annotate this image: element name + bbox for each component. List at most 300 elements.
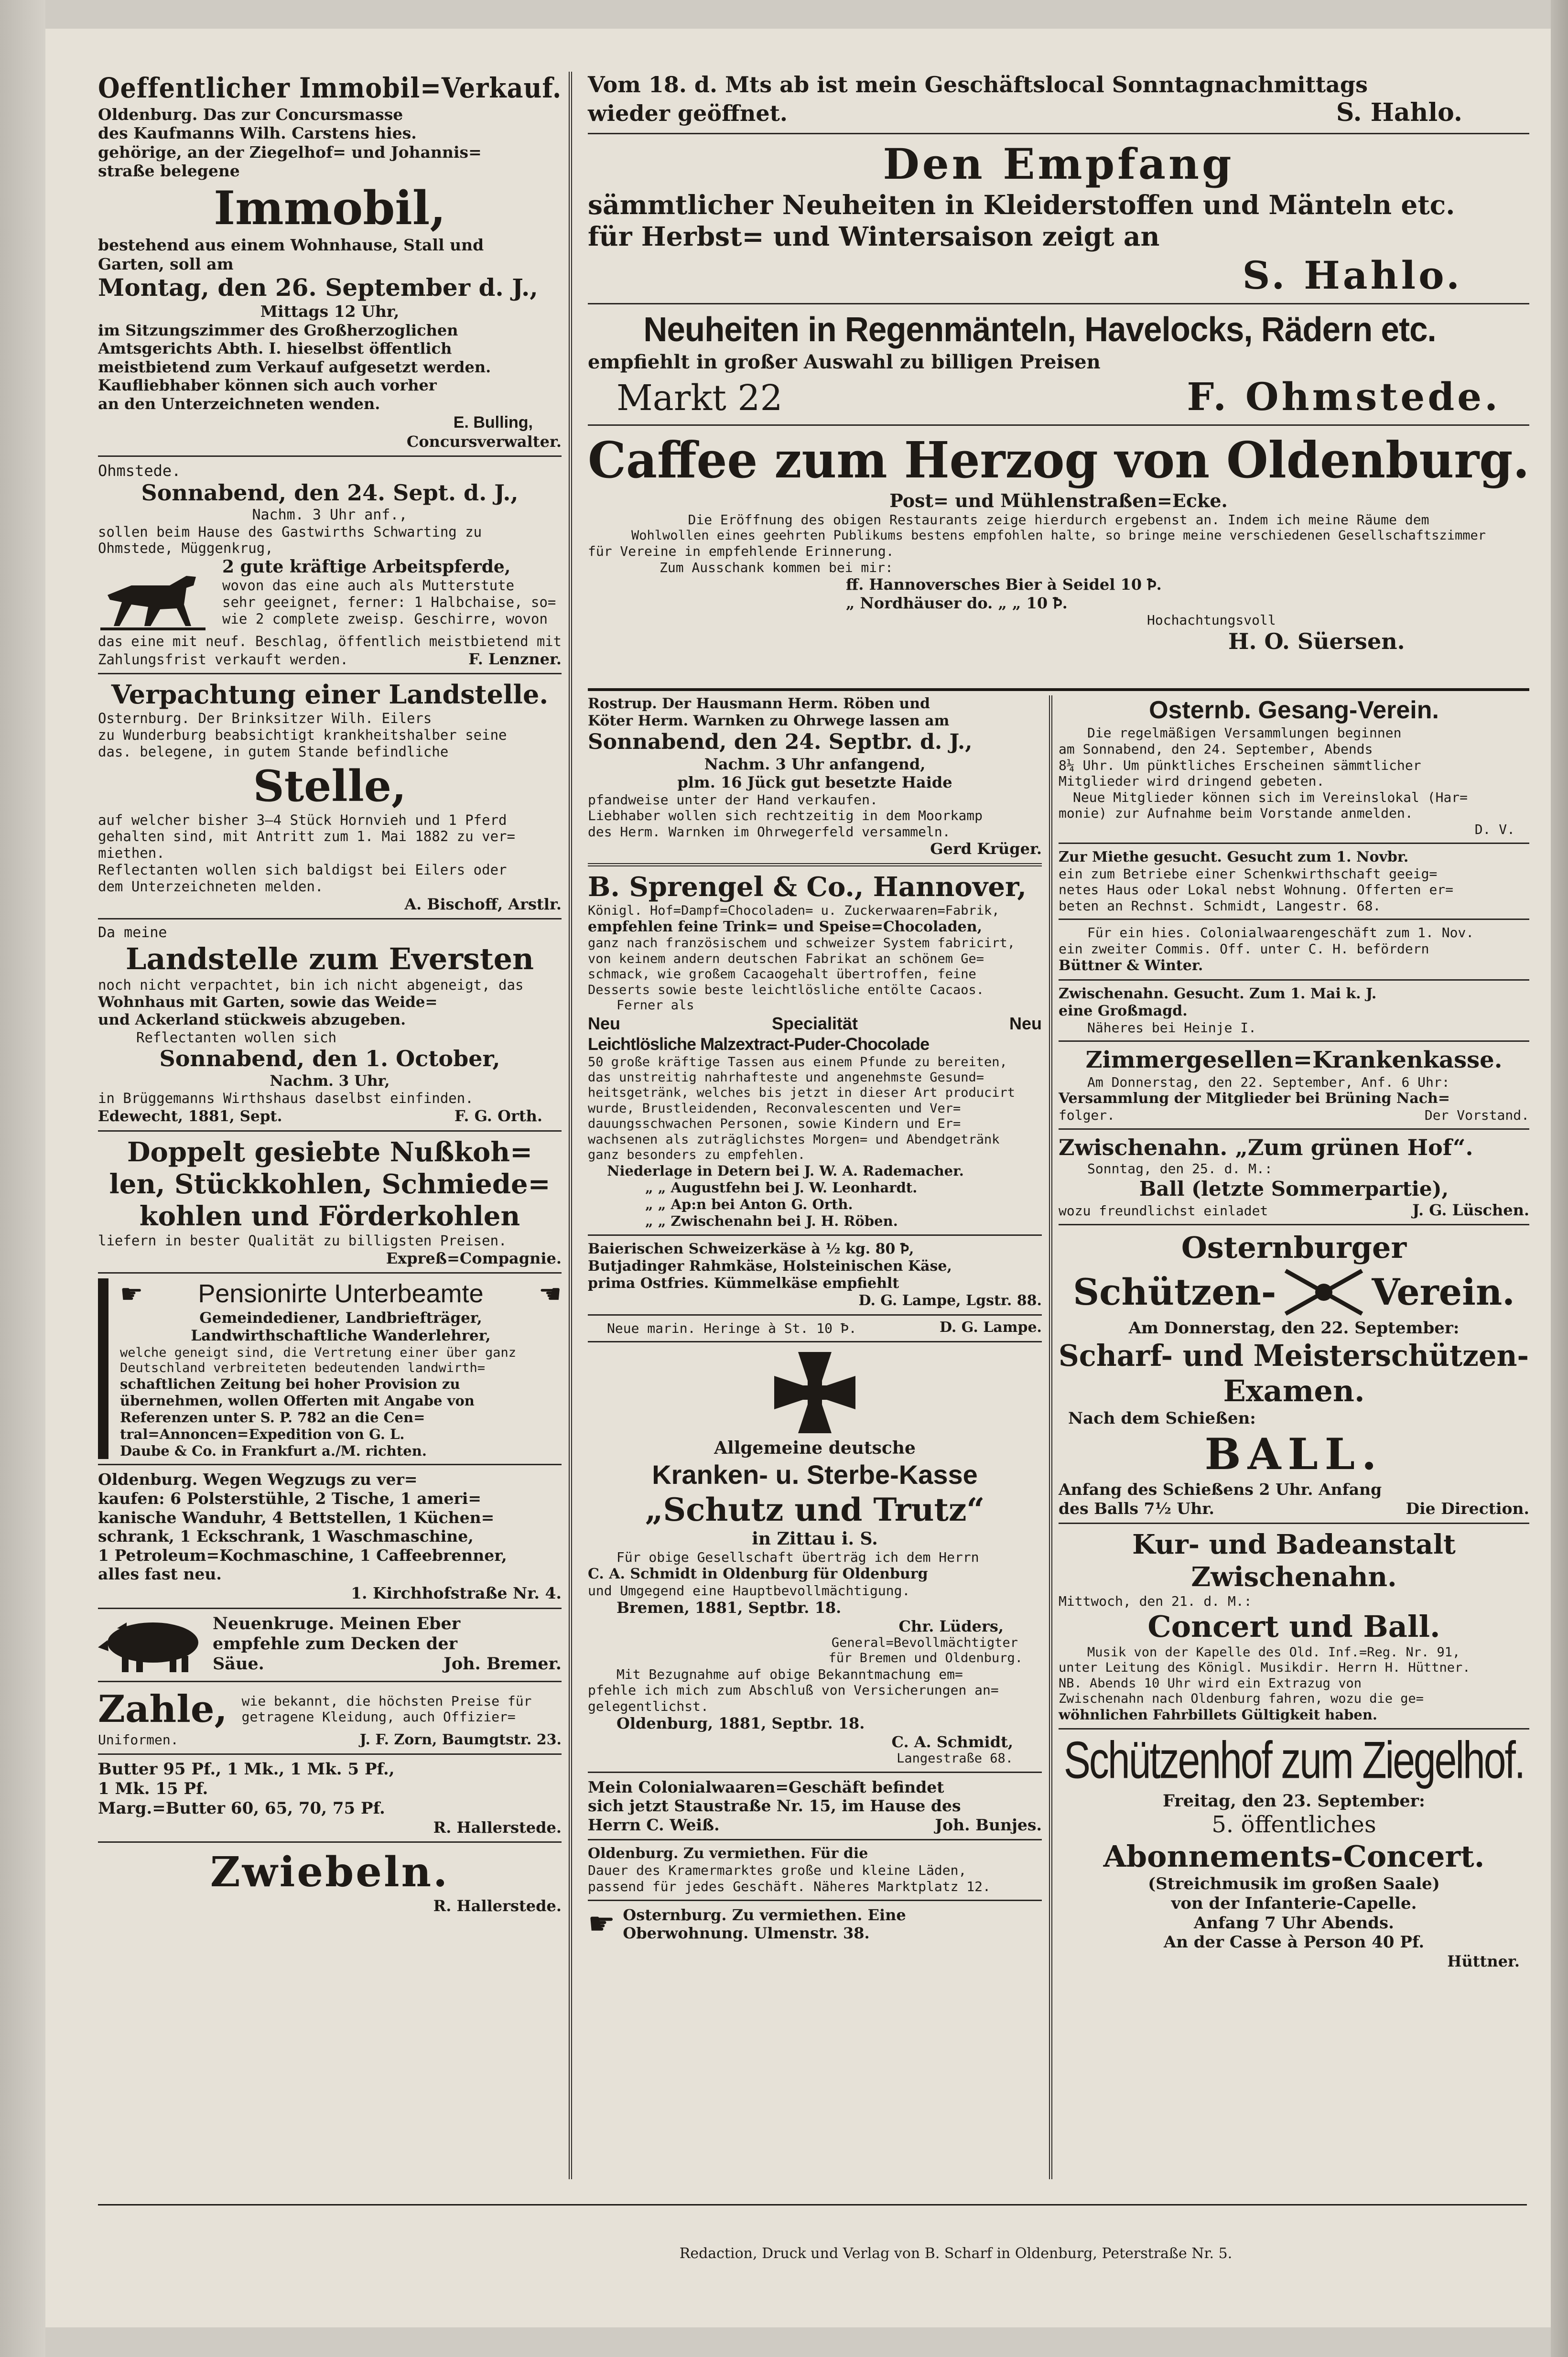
ad-line: unter Leitung des Königl. Musikdir. Herrn H. Hüttner.: [1059, 1660, 1471, 1676]
ad-line: Neue marin. Heringe à St. 10 Ꝥ.: [607, 1320, 857, 1336]
ad-line: General=Bevollmächtigter: [831, 1635, 1018, 1650]
ad-line: „ „ Zwischenahn bei J. H. Röben.: [645, 1212, 898, 1229]
ad-title: B. Sprengel & Co., Hannover,: [588, 871, 1027, 903]
ad-line: Sonntag, den 25. d. M.:: [1087, 1161, 1273, 1177]
ad-commis: [1059, 925, 1529, 974]
ad-line: Liebhaber wollen sich rechtzeitig in dem Moorkamp: [588, 808, 983, 824]
ad-signature: Hüttner.: [1447, 1952, 1520, 1971]
ad-line: monie) zur Aufnahme beim Vorstande anmelden.: [1059, 805, 1413, 822]
ad-line: Versammlung der Mitglieder bei Brüning Nach=: [1059, 1090, 1450, 1107]
ad-signature: Gerd Krüger.: [930, 840, 1042, 858]
ad-headline: BALL.: [1204, 1429, 1384, 1480]
ad-title: Schützenhof zum Ziegelhof.: [1063, 1730, 1525, 1790]
ad-line: Hochachtungsvoll: [1147, 612, 1276, 628]
ad-line: Nachm. 3 Uhr anf.,: [252, 506, 408, 523]
ad-schuetzenhof: [1059, 1730, 1529, 1971]
ad-line: Nachm. 3 Uhr anfangend,: [704, 755, 926, 773]
ad-divider: [588, 1234, 1042, 1236]
column-right-top: [588, 72, 1529, 655]
column-left: [98, 72, 562, 2180]
ad-line: Marg.=Butter 60, 65, 70, 75 Pf.: [98, 1798, 385, 1818]
ad-line: schrank, 1 Eckschrank, 1 Waschmaschine,: [98, 1527, 474, 1546]
ad-divider: [1059, 1128, 1529, 1130]
ad-butter: [98, 1760, 562, 1837]
ad-line: wozu freundlichst einladet: [1059, 1203, 1268, 1219]
ad-line: Anfang des Schießens 2 Uhr. Anfang: [1059, 1480, 1382, 1499]
ad-line: Wohnhaus mit Garten, sowie das Weide=: [98, 994, 438, 1011]
ad-headline: 2 gute kräftige Arbeitspferde,: [222, 557, 511, 577]
ad-line: folger.: [1059, 1107, 1115, 1124]
ad-line: kanische Wanduhr, 4 Bettstellen, 1 Küchen=: [98, 1508, 495, 1527]
ad-line: Desserts sowie beste leichtlösliche entölte Cacaos.: [588, 982, 984, 997]
ad-line: ein zum Betriebe einer Schenkwirthschaft geeig=: [1059, 865, 1438, 882]
ad-line: noch nicht verpachtet, bin ich nicht abgeneigt, das: [98, 977, 524, 994]
pointing-hand-icon: ☛: [588, 1906, 616, 1942]
ad-line: Langestraße 68.: [897, 1751, 1013, 1766]
ad-line: Neue Mitglieder können sich im Vereinslokal (Har=: [1073, 789, 1468, 805]
ad-line: in Zittau i. S.: [752, 1528, 878, 1549]
ad-line: C. A. Schmidt in Oldenburg für Oldenburg: [588, 1565, 928, 1582]
ad-signature: Die Direction.: [1406, 1499, 1529, 1518]
ad-line: Garten, soll am: [98, 254, 234, 273]
ad-headline: Examen.: [1223, 1373, 1365, 1409]
ad-line: übernehmen, wollen Offerten mit Angabe von: [120, 1393, 475, 1409]
ad-arbeitspferde: [98, 462, 562, 668]
ad-divider: [98, 1753, 562, 1755]
ad-line: plm. 16 Jück gut besetzte Haide: [677, 773, 952, 792]
ad-signature: Der Vorstand.: [1424, 1107, 1529, 1124]
ad-line: 8¼ Uhr. Um pünktliches Erscheinen sämmtlicher: [1059, 757, 1421, 773]
ad-headline: Doppelt gesiebte Nußkoh=: [127, 1136, 533, 1168]
ad-line: wie bekannt, die höchsten Preise für: [241, 1693, 532, 1709]
ad-signature: D. G. Lampe, Lgstr. 88.: [858, 1292, 1042, 1309]
ad-signature: 1. Kirchhofstraße Nr. 4.: [351, 1583, 562, 1602]
ad-title: Zimmergesellen=Krankenkasse.: [1085, 1047, 1503, 1074]
ad-line: Herrn C. Weiß.: [588, 1815, 720, 1834]
ad-line: auf welcher bisher 3—4 Stück Hornvieh und 1 Pferd: [98, 811, 507, 828]
ad-signature: Joh. Bremer.: [443, 1654, 562, 1674]
ad-line: Da meine: [98, 924, 167, 941]
ad-title: Osternb. Gesang-Verein.: [1149, 696, 1439, 724]
ad-gesangverein: [1059, 695, 1529, 838]
ad-line: von keinem andern deutschen Fabrikat an schönem Ge=: [588, 951, 984, 966]
ad-line: Daube & Co. in Frankfurt a./M. richten.: [120, 1442, 427, 1459]
ad-wegzug: [98, 1470, 562, 1602]
ad-line: Köter Herm. Warnken zu Ohrwege lassen am: [588, 713, 950, 729]
ad-line: Specialität: [771, 1014, 858, 1034]
ad-line: tral=Annoncen=Expedition von G. L.: [120, 1426, 405, 1442]
ad-line: Die Eröffnung des obigen Restaurants zeige hierdurch ergebenst an. Indem ich meine Räume dem: [688, 511, 1429, 528]
ad-line: Niederlage in Detern bei J. W. A. Rademacher.: [607, 1163, 964, 1179]
ad-line: welche geneigt sind, die Vertretung einer über ganz: [120, 1345, 517, 1360]
ad-line: netes Haus oder Lokal nebst Wohnung. Offerten er=: [1059, 882, 1454, 898]
ad-line: meistbietend zum Verkauf aufgesetzt werden.: [98, 357, 491, 376]
ad-signature: C. A. Schmidt,: [891, 1732, 1013, 1751]
ad-laeden: [588, 1845, 1042, 1894]
ad-date: Sonnabend, den 24. Sept. d. J.,: [141, 480, 519, 506]
ad-signature: J. G. Lüschen.: [1412, 1201, 1529, 1220]
ad-lampe-heringe: [588, 1320, 1042, 1337]
ad-place: Edewecht, 1881, Sept.: [98, 1107, 282, 1125]
ad-line: das. belegene, in gutem Stande befindliche: [98, 743, 449, 760]
ad-eber: [98, 1614, 562, 1676]
ad-signature: A. Bischoff, Arstlr.: [404, 895, 562, 913]
ad-line: straße belegene: [98, 162, 240, 181]
ad-line: ganz besonders zu empfehlen.: [588, 1147, 806, 1162]
imprint-footer: Redaction, Druck und Verlag von B. Scharf in Oldenburg, Peterstraße Nr. 5.: [679, 2245, 1233, 2262]
ad-line: 50 große kräftige Tassen aus einem Pfunde zu bereiten,: [588, 1054, 1007, 1070]
ad-signature: Expreß=Compagnie.: [386, 1249, 562, 1268]
footer-rule: [98, 2204, 1527, 2206]
ad-line: Butjadinger Rahmkäse, Holsteinischen Käse,: [588, 1257, 952, 1275]
ad-line: eine Großmagd.: [1059, 1002, 1188, 1019]
ad-line: ganz nach französischem und schweizer System fabricirt,: [588, 936, 1016, 951]
ad-line: im Sitzungszimmer des Großherzoglichen: [98, 321, 458, 339]
ad-signature: F. Ohmstede.: [1187, 374, 1501, 419]
ad-line: Mittwoch, den 21. d. M.:: [1059, 1593, 1252, 1609]
ad-headline: Zahle,: [98, 1687, 227, 1731]
ad-headline: Immobil,: [214, 181, 446, 235]
boar-icon: [98, 1614, 213, 1676]
ad-line: wöhnlichen Fahrbillets Gültigkeit haben.: [1059, 1707, 1378, 1723]
ad-line: Königl. Hof=Dampf=Chocoladen= u. Zuckerwaaren=Fabrik,: [588, 903, 1000, 918]
ad-headline: „Schutz und Trutz“: [645, 1491, 985, 1528]
ad-divider: [98, 1681, 562, 1682]
ad-headline: Ball (letzte Sommerpartie),: [1139, 1177, 1449, 1200]
ad-signature: S. Hahlo.: [1242, 253, 1462, 298]
ad-line: Oberwohnung. Ulmenstr. 38.: [623, 1924, 870, 1942]
ad-line: 1 Mk. 15 Pf.: [98, 1779, 208, 1798]
ad-title: Landstelle zum Eversten: [125, 941, 534, 976]
ad-signature: D. V.: [1474, 821, 1515, 837]
ad-line: Nach dem Schießen:: [1068, 1409, 1256, 1428]
ad-line: heitsgetränk, welches bis jetzt in dieser Art producirt: [588, 1085, 1016, 1101]
ad-line: Dauer des Kramermarktes große und kleine Läden,: [588, 1862, 967, 1879]
ad-line: Butter 95 Pf., 1 Mk., 1 Mk. 5 Pf.,: [98, 1760, 395, 1779]
ad-signature: Joh. Bunjes.: [935, 1815, 1042, 1834]
ad-line: an den Unterzeichneten wenden.: [98, 394, 380, 413]
ad-line: liefern in bester Qualität zu billigsten Preisen.: [98, 1233, 507, 1249]
ad-bunjes: [588, 1778, 1042, 1835]
ad-signature: F. Lenzner.: [468, 650, 562, 669]
ad-line: Zwischenahn nach Oldenburg fahren, wozu die ge=: [1059, 1691, 1424, 1706]
ad-headline: Concert und Ball.: [1147, 1609, 1440, 1644]
ad-divider: [588, 1772, 1042, 1773]
ad-place: Oldenburg, 1881, Septbr. 18.: [616, 1714, 865, 1733]
ad-divider: [98, 918, 562, 919]
ad-line: sämmtlicher Neuheiten in Kleiderstoffen und Mänteln etc.: [588, 189, 1455, 221]
ad-line: schmack, wie großem Cacaogehalt übertroffen, feine: [588, 967, 976, 982]
column-rule: [569, 72, 572, 2179]
ad-line: Musik von der Kapelle des Old. Inf.=Reg. Nr. 91,: [1087, 1644, 1460, 1660]
ad-signature: S. Hahlo.: [1336, 98, 1462, 128]
ad-signature: R. Hallerstede.: [433, 1897, 562, 1915]
ad-signature: Chr. Lüders,: [898, 1617, 1004, 1635]
book-spine: [0, 0, 45, 2357]
ad-divider: [98, 1130, 562, 1132]
ad-line: empfiehlt in großer Auswahl zu billigen Preisen: [588, 350, 1101, 373]
ad-divider: [1059, 843, 1529, 844]
ad-line: Reflectanten wollen sich: [136, 1029, 337, 1046]
ad-headline: Scharf- und Meisterschützen-: [1059, 1338, 1529, 1373]
ad-line: Mit Bezugnahme auf obige Bekanntmachung em=: [616, 1666, 963, 1682]
ad-line: Oldenburg. Wegen Wegzugs zu ver=: [98, 1470, 418, 1489]
ad-title: Zwischenahn. „Zum grünen Hof“.: [1059, 1134, 1473, 1160]
ad-divider: [1059, 1224, 1529, 1225]
pointing-hand-icon: ☛: [120, 1279, 143, 1309]
ad-subtitle: Post= und Mühlenstraßen=Ecke.: [889, 490, 1228, 512]
ad-line: miethen.: [98, 845, 165, 862]
ad-headline: Abonnements-Concert.: [1103, 1838, 1485, 1874]
ad-line: Kaufliebhaber können sich auch vorher: [98, 376, 437, 395]
ad-title: Oeffentlicher Immobil=Verkauf.: [98, 72, 562, 104]
ad-miethe-gesucht: [1059, 849, 1529, 914]
ad-divider: [588, 1900, 1042, 1901]
ad-line: Anfang 7 Uhr Abends.: [1194, 1913, 1394, 1933]
ad-line: Nachm. 3 Uhr,: [270, 1072, 390, 1090]
page-edge: [1551, 0, 1568, 2357]
ad-line: passend für jedes Geschäft. Näheres Marktplatz 12.: [588, 1879, 991, 1894]
ad-line: Zahlungsfrist verkauft werden.: [98, 651, 348, 668]
ad-headline: Schützen-: [1073, 1271, 1276, 1314]
ad-signature: E. Bulling,: [453, 413, 533, 432]
ad-line: Baierischen Schweizerkäse à ½ kg. 80 Ꝥ,: [588, 1240, 914, 1257]
ad-line: dauungsschwachen Personen, sowie Kindern und Er=: [588, 1116, 961, 1132]
column-middle: [588, 695, 1042, 2180]
ad-schuetzenverein: [1059, 1230, 1529, 1518]
ad-line: sehr geeignet, ferner: 1 Halbchaise, so=: [222, 594, 556, 611]
ad-kur-badeanstalt: [1059, 1529, 1529, 1723]
ad-line: prima Ostfries. Kümmelkäse empfiehlt: [588, 1275, 899, 1292]
ad-line: Uniformen.: [98, 1732, 179, 1748]
ad-rostrup: [588, 695, 1042, 858]
ad-line: 5. öffentliches: [1211, 1811, 1376, 1838]
ad-line: das unstreitig nahrhafteste und angenehmste Gesund=: [588, 1070, 984, 1085]
ad-headline: Leichtlösliche Malzextract-Puder-Chocolade: [588, 1034, 930, 1054]
ad-line: gelegentlichst.: [588, 1698, 709, 1714]
ad-hahlo-sonntag: [588, 72, 1529, 128]
ad-line: Näheres bei Heinje I.: [1087, 1019, 1257, 1036]
ad-line: Freitag, den 23. September:: [1163, 1791, 1425, 1811]
ad-line: Büttner & Winter.: [1059, 957, 1203, 974]
crossed-rifles-icon: [1281, 1266, 1367, 1319]
ad-divider: [588, 133, 1529, 134]
ad-sprengel: [588, 871, 1042, 1230]
ad-unterbeamte: [98, 1278, 562, 1459]
ad-line: An der Casse à Person 40 Pf.: [1163, 1933, 1425, 1952]
ad-headline: Stelle,: [253, 760, 407, 811]
ad-line: „ „ Ap:n bei Anton G. Orth.: [645, 1196, 853, 1212]
ad-divider: [98, 673, 562, 674]
ad-title: Pensionirte Unterbeamte: [198, 1279, 484, 1308]
ad-landstelle-eversten: [98, 924, 562, 1125]
ad-zimmergesellen: [1059, 1047, 1529, 1124]
ad-line: pfandweise unter der Hand verkaufen.: [588, 791, 878, 808]
ad-line: Am Donnerstag, den 22. September, Anf. 6 Uhr:: [1087, 1074, 1450, 1090]
ad-line: Osternburg. Der Brinksitzer Wilh. Eilers: [98, 710, 432, 727]
ad-line: für Vereine in empfehlende Erinnerung.: [588, 543, 894, 559]
ad-date: Sonnabend, den 1. October,: [159, 1046, 500, 1072]
ad-line: des Kaufmanns Wilh. Carstens hies.: [98, 124, 417, 143]
ad-line: empfehlen feine Trink= und Speise=Chocoladen,: [588, 919, 983, 936]
ad-line: Ferner als: [616, 997, 694, 1013]
ad-divider: [588, 1341, 1042, 1342]
ad-line: Gemeindediener, Landbriefträger,: [199, 1309, 482, 1327]
ad-title: Den Empfang: [883, 139, 1234, 189]
ad-headline: Verein.: [1372, 1271, 1515, 1314]
ad-title: Neuheiten in Regenmänteln, Havelocks, Rädern etc.: [643, 311, 1436, 349]
ad-line: Mein Colonialwaaren=Geschäft befindet: [588, 1777, 944, 1796]
horse-icon: [98, 557, 222, 633]
ad-date: Montag, den 26. September d. J.,: [98, 273, 538, 302]
ad-line: gehalten sind, mit Antritt zum 1. Mai 1882 zu ver=: [98, 828, 515, 845]
ad-date: Sonnabend, den 24. Septbr. d. J.,: [588, 730, 973, 754]
ad-line: bestehend aus einem Wohnhause, Stall und: [98, 236, 484, 255]
ad-line: und Umgegend eine Hauptbevollmächtigung.: [588, 1582, 910, 1599]
ad-title: Zwischenahn.: [1191, 1561, 1397, 1593]
ad-line: Für obige Gesellschaft überträg ich dem Herrn: [616, 1549, 979, 1565]
ad-zahle: [98, 1687, 562, 1749]
ad-signature: D. G. Lampe.: [939, 1319, 1042, 1336]
ad-kohlen: [98, 1136, 562, 1268]
ad-place: Ohmstede.: [98, 462, 181, 480]
ad-line: des Balls 7½ Uhr.: [1059, 1499, 1215, 1518]
ad-line: Osternburg. Zu vermiethen. Eine: [623, 1905, 906, 1924]
ad-line: ein zweiter Commis. Off. unter C. H. befördern: [1059, 941, 1429, 957]
ad-line: Zum Ausschank kommen bei mir:: [660, 559, 893, 575]
ad-signature: J. F. Zorn, Baumgtstr. 23.: [359, 1731, 562, 1749]
column-right: [1059, 695, 1529, 2180]
ad-line: in Brüggemanns Wirthshaus daselbst einfinden.: [98, 1090, 474, 1106]
ad-signature: F. G. Orth.: [454, 1106, 542, 1125]
ad-title: Caffee zum Herzog von Oldenburg.: [588, 430, 1530, 489]
ad-line: zu Wunderburg beabsichtigt krankheitshalber seine: [98, 727, 507, 744]
ad-divider: [98, 1608, 562, 1609]
ad-line: das eine mit neuf. Beschlag, öffentlich meistbietend mit: [98, 633, 562, 650]
ad-line: gehörige, an der Ziegelhof= und Johannis=: [98, 142, 482, 162]
ad-line: Oldenburg. Das zur Concursmasse: [98, 105, 403, 124]
ad-lampe-kaese: [588, 1241, 1042, 1309]
ad-divider: [98, 1464, 562, 1465]
ad-line: pfehle ich mich zum Abschluß von Versicherungen an=: [588, 1682, 999, 1698]
ad-title: Verpachtung einer Landstelle.: [111, 679, 549, 710]
ad-title: Osternburger: [1181, 1230, 1407, 1265]
ad-grossmagd: [1059, 985, 1529, 1036]
ad-line: dem Unterzeichneten melden.: [98, 878, 324, 895]
ad-line: Reflectanten wollen sich baldigst bei Eilers oder: [98, 862, 507, 878]
ad-hahlo-empfang: [588, 139, 1529, 299]
ad-divider: [1059, 1040, 1529, 1042]
ad-line: alles fast neu.: [98, 1565, 222, 1584]
ad-verpachtung: [98, 679, 562, 913]
ad-signature: Concursverwalter.: [406, 432, 562, 451]
ad-line: 1 Petroleum=Kochmaschine, 1 Caffeebrenner,: [98, 1546, 507, 1565]
ad-line: Ohmstede, Müggenkrug,: [98, 540, 273, 557]
ad-signature: R. Hallerstede.: [433, 1818, 562, 1837]
ad-line: Die regelmäßigen Versammlungen beginnen: [1087, 725, 1402, 741]
ad-caffee-herzog: [588, 431, 1529, 655]
ad-line: empfehle zum Decken der: [213, 1633, 458, 1654]
ad-line: am Sonnabend, den 24. September, Abends: [1059, 741, 1373, 757]
ad-line: Säue.: [213, 1654, 264, 1674]
ad-divider: [588, 863, 1042, 866]
ad-ohmstede: [588, 309, 1529, 419]
ad-line: Neu: [588, 1014, 621, 1034]
ad-line: Rostrup. Der Hausmann Herm. Röben und: [588, 695, 930, 712]
ad-line: Neu: [1009, 1014, 1042, 1034]
column-rule: [1049, 695, 1052, 2179]
ad-divider: [588, 1314, 1042, 1316]
ad-line: wieder geöffnet.: [588, 100, 788, 127]
ad-line: Vom 18. d. Mts ab ist mein Geschäftslocal Sonntagnachmittags: [588, 72, 1368, 97]
ad-divider: [98, 1841, 562, 1843]
ad-line: Mittags 12 Uhr,: [260, 302, 400, 321]
ad-schutz-und-trutz: [588, 1347, 1042, 1766]
ad-divider: [588, 1839, 1042, 1840]
ad-oberwohnung: [588, 1906, 1042, 1943]
pointing-hand-icon: ☛: [538, 1279, 562, 1309]
ad-title: Kur- und Badeanstalt: [1132, 1529, 1456, 1561]
ad-title: Kranken- u. Sterbe-Kasse: [652, 1460, 978, 1490]
ad-line: von der Infanterie-Capelle.: [1171, 1893, 1417, 1913]
ad-divider: [98, 455, 562, 457]
ad-divider: [1059, 1523, 1529, 1524]
iron-cross-icon: [588, 1347, 1042, 1438]
ad-line: getragene Kleidung, auch Offizier=: [241, 1709, 516, 1725]
ad-divider: [1059, 919, 1529, 920]
ad-line: NB. Abends 10 Uhr wird ein Extrazug von: [1059, 1676, 1362, 1691]
ad-line: Oldenburg. Zu vermiethen. Für die: [588, 1845, 868, 1862]
ad-line: des Herm. Warnken im Ohrwegerfeld versammeln.: [588, 823, 951, 840]
ad-line: Landwirthschaftliche Wanderlehrer,: [191, 1327, 491, 1345]
ad-line: Zwischenahn. Gesucht. Zum 1. Mai k. J.: [1059, 985, 1377, 1002]
ad-line: (Streichmusik im großen Saale): [1148, 1874, 1440, 1893]
ad-line: ff. Hannoversches Bier à Seidel 10 Ꝥ.: [846, 575, 1162, 594]
ad-line: kaufen: 6 Polsterstühle, 2 Tische, 1 ameri=: [98, 1489, 482, 1508]
ad-line: wie 2 complete zweisp. Geschirre, wovon: [222, 611, 548, 627]
ad-place: Bremen, 1881, Septbr. 18.: [616, 1599, 842, 1617]
ad-divider: [1059, 979, 1529, 981]
ad-line: wurde, Brustleidenden, Reconvalescenten und Ver=: [588, 1101, 961, 1116]
ad-line: und Ackerland stückweis abzugeben.: [98, 1011, 406, 1029]
ad-line: sich jetzt Staustraße Nr. 15, im Hause des: [588, 1796, 961, 1816]
ad-line: sollen beim Hause des Gastwirths Schwarting zu: [98, 523, 482, 540]
ad-line: „ „ Augustfehn bei J. W. Leonhardt.: [645, 1179, 918, 1196]
ad-headline: len, Stückkohlen, Schmiede=: [109, 1168, 551, 1200]
ad-line: wachsenen als zuträglichstes Morgen= und Abendgetränk: [588, 1132, 1000, 1147]
ad-line: schaftlichen Zeitung bei hoher Provision zu: [120, 1376, 460, 1393]
ad-line: Mitglieder wird dringend gebeten.: [1059, 773, 1325, 789]
ad-signature: H. O. Süersen.: [1228, 628, 1405, 654]
ad-line: Am Donnerstag, den 22. September:: [1128, 1318, 1460, 1338]
ad-line: beten an Rechnst. Schmidt, Langestr. 68.: [1059, 897, 1381, 914]
ad-divider: [588, 424, 1529, 426]
section-divider: [588, 688, 1529, 691]
ad-line: Für ein hies. Colonialwaarengeschäft zum 1. Nov.: [1087, 925, 1474, 941]
ad-line: Neuenkruge. Meinen Eber: [213, 1613, 461, 1633]
ad-gruener-hof: [1059, 1135, 1529, 1220]
ad-line: für Bremen und Oldenburg.: [828, 1651, 1023, 1666]
ad-line: Wohlwollen eines geehrten Publikums bestens empfohlen halte, so bringe meine verschiedenen Gesellschaftszimmer: [631, 528, 1486, 543]
ad-immobil-verkauf: [98, 72, 562, 451]
ad-zwiebeln: [98, 1848, 562, 1915]
ad-address: Markt 22: [616, 377, 783, 419]
ad-divider: [588, 303, 1529, 304]
ad-line: Zur Miethe gesucht. Gesucht zum 1. Novbr.: [1059, 848, 1409, 865]
ad-line: Amtsgerichts Abth. I. hieselbst öffentlich: [98, 339, 452, 358]
ad-divider: [98, 1272, 562, 1274]
ad-line: Deutschland verbreiteten bedeutenden landwirth=: [120, 1361, 486, 1376]
